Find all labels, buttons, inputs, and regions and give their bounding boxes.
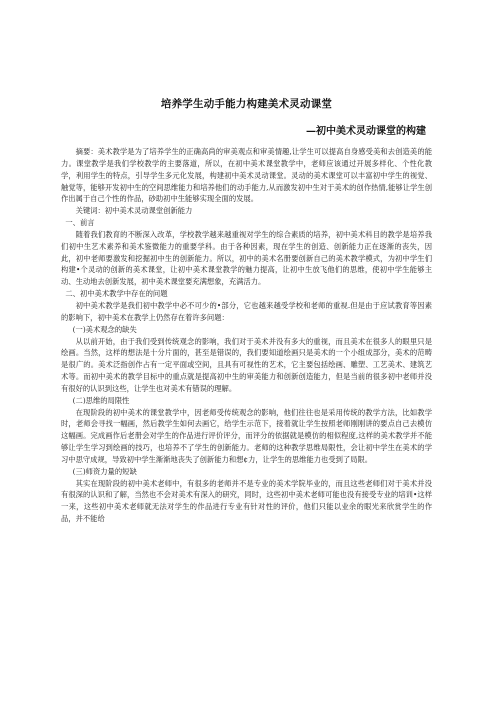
- document-title: 培养学生动手能力构建美术灵动课堂: [160, 98, 333, 110]
- subsection-heading-teachers: (三)师资力量的短缺: [72, 466, 137, 476]
- document-body: [61, 146, 432, 525]
- teachers-paragraph: 其实在现阶段的初中美术老师中，有很多的老师并不是专业的美术学院毕业的，而且这些老师们对于美术并没有很深的认识和了解，当然也不会对美术有深入的研究，同时，这些初中美术老师可能也没有接受专业的培训•这样一来，这些初中美术老师就无法对学生的作品进行专业有针对性的评价，他们只能以业余的眼光来欣赏学生的作品，并不能给: [61, 478, 432, 524]
- section-heading-preface: 一、前言: [65, 218, 95, 228]
- thinking-paragraph: 在现阶段的初中美术的课堂教学中，因老师受传统观念的影响，他们往往也是采用传统的教学方法，比如教学时，老师会寻找一幅画，然后教学生如何去画它，给学生示范下，接着就让学生按照老师刚刚讲的要点自己去模仿这幅画。完成画作后老册会对学生的作品进行评价评分，而评分的依据就是模仿的相似程度,这样的美术教学并不能够让学生学习到绘画的技巧，也培养不了学生的创新能力。老师的这种教学思维局限性，会让初中学生在美术的学习中思守成规，导致初中学生渐渐地丧失了创新能力和想¢力，让学生的思维能力也受到了局限。: [61, 407, 432, 464]
- subsection-heading-concept: (一)美术观念的缺失: [72, 324, 137, 334]
- keywords-line: 关键词：初中美术灵动课堂创新能力: [75, 206, 193, 216]
- subsection-heading-thinking: (二)思维的局限性: [72, 395, 130, 405]
- abstract-paragraph: 摘要：美术教学是为了培养学生的正确高尚的审美观点和审美情趣,让学生可以提高自身感受美和去创造美的能力。课堂教学是我们学校教学的主要落道，所以，在初中美术课堂教学中，老师应该通过开展多样化、个性化教学，利用学生的特点，引导学生多元化发展，构建初中美术灵动课堂。灵动的美术课堂可以丰富初中学生的视觉、触觉等，能够开发初中生的空间思维能力和培养他们的动手能力,从而激发初中生对于美术的创作热情,能够让学生创作出属于自己个性的作品，砂助初中生能够实现全面的发展。: [61, 147, 432, 204]
- problems-intro-paragraph: 初中美术教学是我们初中教学中必不可少的•部分，它也越来越受学校和老师的重视.但是由于应试教育等因素的影响下，初中美术在教学上仍然存在着许多问题：: [61, 300, 432, 322]
- preface-paragraph: 随着我们教育的不断深入改革，学校教学越来越重视对学生的综合素质的培养，初中美术科目的教学是培养我们初中生艺术素养和美术鉴微能力的重要学科。由于各种因素，现在学生的创造、创新能力正在逐渐的丧失，因此，初中老师要激发和挖掘初中生的创新能力。所以，初中的美术名册要创新自己的美术教学模式，为初中学生们构建•个灵动的创新的美术课堂，让初中美术课堂教学的魅力提高，让初中生放飞他们的思维，使初中学生能够主动、生动地去创新发展，初中美术课堂要充满想象，充满活力。: [61, 229, 432, 287]
- section-heading-problems: 二、初中美术教学中存在的问题: [65, 289, 168, 299]
- concept-paragraph: 从以前开始，由于我们受到传统观念的影响，我们对于美术并没有多大的重视，而且美术在很多人的眼里只是绘画。当然，这样的想法是十分片面的，甚至是错误的，我们要知道绘画只是美术的一个小组成部分，美术的范畴是很广的。美术泛指创作占有一定平面或空间，且具有可视性的艺术，它主要包括绘画、雕塑、工艺美术、建筑艺术等。而初中美术的教学目标中的重点就是提高初中生的审美能力和创新创造能力，但是当前的很多初中老师并没有很好的认识到这些，让学生也对美术有错误的理解。: [61, 336, 432, 393]
- document-subtitle: —初中美术灵动课堂的构建: [306, 126, 426, 137]
